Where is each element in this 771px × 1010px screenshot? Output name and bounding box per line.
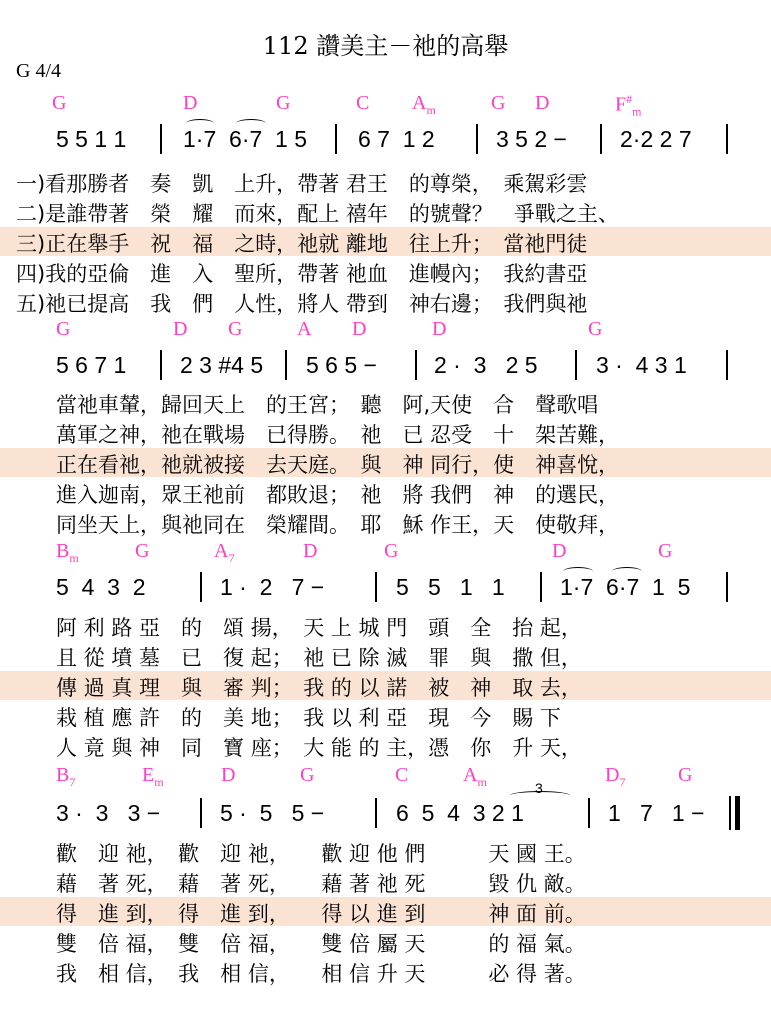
- barline: [588, 798, 590, 828]
- barline: [335, 124, 337, 154]
- barline: [160, 124, 162, 154]
- barline: [160, 350, 162, 380]
- triplet-number: 3: [535, 780, 543, 796]
- barline: [375, 572, 377, 602]
- barline: [375, 798, 377, 828]
- chord: D: [352, 318, 367, 340]
- measure: 6 5 4 3 2 1: [396, 800, 524, 826]
- lyric-line: 歡 迎 祂， 歡 迎 祂， 歡 迎 他 們 天 國 王。: [56, 842, 586, 866]
- final-barline-thin: [729, 796, 731, 830]
- chord: G: [384, 540, 399, 562]
- chord: G: [228, 318, 243, 340]
- lyric-line: 栽 植 應 許 的 美 地； 我 以 利 亞 現 今 賜 下: [56, 706, 561, 730]
- lyric-line: 人 竟 與 神 同 寶 座； 大 能 的 主，憑 你 升 天，: [56, 736, 582, 760]
- key-time-signature: G 4/4: [16, 60, 61, 82]
- chord: D: [535, 92, 550, 114]
- lyric-line: 進入迦南，眾王祂前 都敗退； 祂 將 我們 神 的選民，: [56, 483, 620, 507]
- lyric-line: 同坐天上，與祂同在 榮耀間。 耶 穌 作王，天 使敬拜，: [56, 513, 620, 537]
- slur: [612, 567, 642, 576]
- slur: [563, 567, 593, 576]
- chord: A: [297, 318, 312, 340]
- measure: 1·7 6·7 1 5: [560, 574, 691, 600]
- barline: [476, 124, 478, 154]
- barline: [575, 350, 577, 380]
- barline: [415, 350, 417, 380]
- chord: D: [432, 318, 447, 340]
- chord: G: [678, 764, 693, 786]
- song-title: 112 讚美主－祂的高舉: [262, 32, 509, 60]
- lyric-line: 五)祂已提高 我 們 人性，將人 帶到 神右邊； 我們與祂: [16, 292, 588, 316]
- chord: G: [276, 92, 291, 114]
- barline: [726, 124, 728, 154]
- measure: 3 · 3 3 −: [56, 800, 161, 826]
- lyric-line: 我 相 信， 我 相 信， 相 信 升 天 必 得 著。: [56, 962, 586, 986]
- measure: 1 7 1 −: [608, 800, 705, 826]
- slur: [186, 119, 214, 128]
- lyric-line: 當祂車輦，歸回天上 的王宮； 聽 阿,天使 合 聲歌唱: [56, 393, 599, 417]
- chord: $B_m$: [56, 540, 79, 565]
- chord: G: [52, 92, 67, 114]
- chord: C: [395, 764, 409, 786]
- lyric-line: 正在看祂，祂就被接 去天庭。 與 神 同行，使 神喜悅，: [56, 453, 620, 477]
- measure: 5 4 3 2: [56, 574, 146, 600]
- chord: $E_m$: [142, 764, 164, 789]
- lyric-line: 萬軍之神，祂在戰場 已得勝。 祂 已 忍受 十 架苦難，: [56, 423, 620, 447]
- barline: [600, 124, 602, 154]
- chord: C: [356, 92, 370, 114]
- lyric-line: 阿 利 路 亞 的 頌 揚， 天 上 城 門 頭 全 抬 起，: [56, 616, 582, 640]
- measure: 3 5 2 −: [496, 126, 567, 152]
- lyric-line: 三)正在舉手 祝 福 之時，祂就 離地 往上升； 當祂門徒: [16, 232, 588, 256]
- measure: 5 6 5 −: [306, 352, 377, 378]
- barline: [726, 572, 728, 602]
- measure: 5 5 1 1: [396, 574, 505, 600]
- barline: [200, 572, 202, 602]
- chord: G: [56, 318, 71, 340]
- lyric-line: 一)看那勝者 奏 凱 上升，帶著 君王 的尊榮， 乘駕彩雲: [16, 172, 588, 196]
- measure: 5 6 7 1: [56, 352, 127, 378]
- chord: G: [491, 92, 506, 114]
- measure: 1 · 2 7 −: [220, 574, 325, 600]
- measure: 6 7 1 2: [358, 126, 435, 152]
- lyric-line: 雙 倍 福， 雙 倍 福， 雙 倍 屬 天 的 福 氣。: [56, 932, 586, 956]
- chord: $D_7$: [605, 764, 626, 789]
- barline: [540, 572, 542, 602]
- barline: [200, 798, 202, 828]
- chord: $F^{\#}_m$: [615, 92, 642, 119]
- chord: $A_m$: [463, 764, 487, 789]
- chord: $A_7$: [214, 540, 235, 565]
- lyric-line: 四)我的亞倫 進 入 聖所，帶著 祂血 進幔內； 我約書亞: [16, 262, 588, 286]
- chord: G: [135, 540, 150, 562]
- measure: 3 · 4 3 1: [596, 352, 687, 378]
- lyric-line: 且 從 墳 墓 已 復 起； 祂 已 除 滅 罪 與 撒 但，: [56, 646, 582, 670]
- chord: D: [552, 540, 567, 562]
- measure: 2 · 3 2 5: [434, 352, 538, 378]
- barline: [285, 350, 287, 380]
- chord: D: [303, 540, 318, 562]
- measure: 1·7 6·7 1 5: [183, 126, 308, 152]
- measure: 5 5 1 1: [56, 126, 127, 152]
- barline: [726, 350, 728, 380]
- chord: G: [658, 540, 673, 562]
- final-barline-thick: [735, 796, 740, 830]
- chord: G: [588, 318, 603, 340]
- chord: D: [173, 318, 188, 340]
- measure: 2·2 2 7: [620, 126, 692, 152]
- lyric-line: 藉 著 死， 藉 著 死， 藉 著 祂 死 毀 仇 敵。: [56, 872, 586, 896]
- measure: 5 · 5 5 −: [220, 800, 325, 826]
- lyric-line: 二)是誰帶著 榮 耀 而來，配上 禧年 的號聲？ 爭戰之主、: [16, 202, 619, 226]
- chord: $A_m$: [412, 92, 436, 117]
- lyric-line: 傳 過 真 理 與 審 判； 我 的 以 諾 被 神 取 去，: [56, 676, 582, 700]
- chord: $B_7$: [56, 764, 76, 789]
- slur: [236, 119, 266, 128]
- chord: D: [183, 92, 198, 114]
- measure: 2 3 #4 5: [180, 352, 264, 378]
- chord: D: [221, 764, 236, 786]
- lyric-line: 得 進 到， 得 進 到， 得 以 進 到 神 面 前。: [56, 902, 586, 926]
- chord: G: [300, 764, 315, 786]
